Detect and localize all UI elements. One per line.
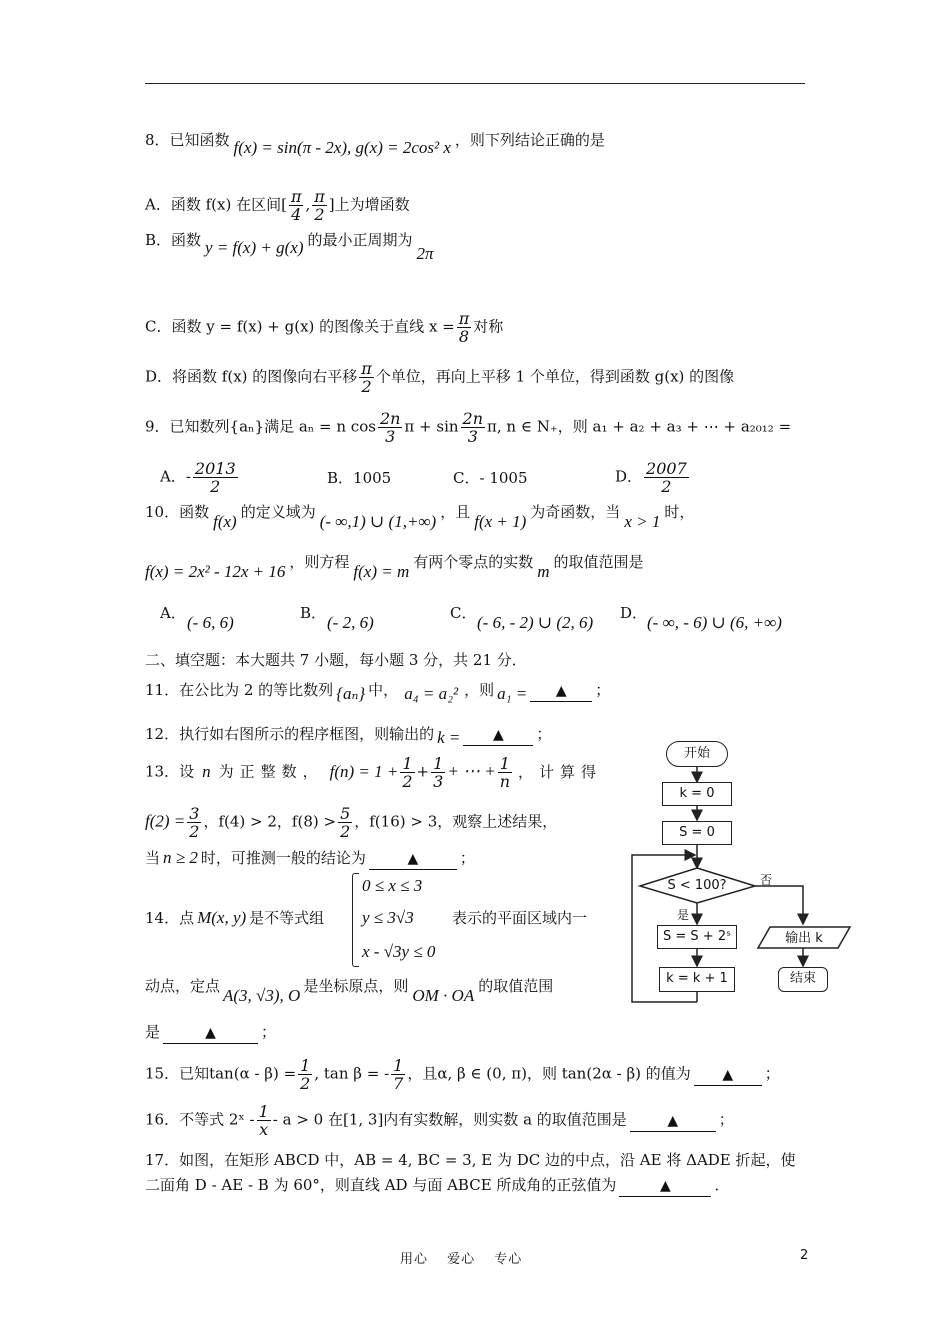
q16: 16．不等式 2ˣ - $\frac{1}{x}$ - a > 0 在[1, 3]内有实数解，则实数 a 的取值范围是 ▲ ； [145, 1102, 734, 1139]
q8-option-a: A．函数 f(x) 在区间[ $\frac{\pi}{4}$ , $\frac{\pi}{2}$ ]上为增函数 [145, 187, 410, 224]
q15: 15．已知tan(α - β) = $\frac{1}{2}$ , tan β = - $\frac{1}{7}$ ，且α, β ∈ (0, π)，则 tan(2α - β) 的值为 ▲ ； [145, 1056, 780, 1093]
q16-answer-blank[interactable]: ▲ [630, 1110, 716, 1132]
q14-line2: 动点，定点 A(3, √3), O 是坐标原点，则 OM · OA 的取值范围 [145, 977, 554, 1005]
q8-option-d: D．将函数 f(x) 的图像向右平移 $\frac{\pi}{2}$ 个单位，再向上平移 1 个单位，得到函数 g(x) 的图像 [145, 359, 735, 396]
q14-answer-blank[interactable]: ▲ [163, 1022, 258, 1044]
footer-motto: 用心 爱心 专心 [400, 1252, 523, 1267]
q11-answer-blank[interactable]: ▲ [530, 680, 592, 702]
q13-line1: 13．设 n 为正整数， f(n) = 1 + $\frac{1}{2}$ + $\frac{1}{3}$ + ⋯ + $\frac{1}{n}$ ，计算得 [145, 754, 602, 791]
q14-line1: 14．点 M(x, y) 是不等式组 [145, 908, 325, 927]
flowchart-init-k: k = 0 [662, 782, 732, 806]
q17-answer-blank[interactable]: ▲ [619, 1175, 711, 1197]
q10-options: A． (- 6, 6) B． (- 2, 6) C． (- 6, - 2) ∪ (2, 6) D． (- ∞, - 6) ∪ (6, +∞) [160, 604, 782, 632]
q13-line3: 当 n ≥ 2 时，可推测一般的结论为 ▲ ； [145, 848, 475, 870]
q12-answer-blank[interactable]: ▲ [463, 724, 533, 746]
q10-line1: 10．函数 f(x) 的定义域为 (- ∞,1) ∪ (1,+∞) ，且 f(x + 1) 为奇函数，当 x > 1 时， [145, 503, 695, 531]
q9-stem: 9．已知数列{aₙ}满足 aₙ = n cos $\frac{2n}{3}$ π + sin $\frac{2n}{3}$ π, n ∈ N₊，则 a₁ + a₂ + a₃ + ⋯ + a₂₀₁₂ = [145, 409, 792, 446]
q8-option-b: B．函数 y = f(x) + g(x) 的最小正周期为2π [145, 231, 434, 263]
q8-option-c: C．函数 y = f(x) + g(x) 的图像关于直线 x = $\frac{\pi}{8}$ 对称 [145, 309, 504, 346]
q12: 12．执行如右图所示的程序框图，则输出的 k = ▲ ； [145, 725, 552, 747]
section-2-heading: 二、填空题：本大题共 7 小题，每小题 3 分，共 21 分． [145, 651, 527, 669]
q14-line1-end: 表示的平面区域内一 [452, 909, 588, 927]
page-number: 2 [800, 1248, 809, 1263]
flowchart-init-s: S = 0 [662, 821, 732, 845]
flowchart-end: 结束 [778, 967, 828, 992]
q14-line3: 是 ▲ ； [145, 1022, 276, 1044]
q17-line2: 二面角 D - AE - B 为 60°，则直线 AD 与面 ABCE 所成角的正弦值为 ▲ ． [145, 1175, 729, 1197]
q13-line2: f(2) = $\frac{3}{2}$ ，f(4) > 2，f(8) > $\frac{5}{2}$ ，f(16) > 3，观察上述结果， [145, 804, 558, 841]
q10-line2: f(x) = 2x² - 12x + 16 ，则方程 f(x) = m 有两个零点的实数 m 的取值范围是 [145, 553, 644, 581]
flowchart-no-label: 否 [760, 873, 773, 887]
flowchart-update-s: S = S + 2ˢ [657, 925, 737, 949]
q8-stem: 8．已知函数 f(x) = sin(π - 2x), g(x) = 2cos² x ，则下列结论正确的是 [145, 131, 605, 157]
q13-answer-blank[interactable]: ▲ [369, 848, 457, 870]
flowchart-update-k: k = k + 1 [659, 967, 735, 992]
q17-line1: 17．如图，在矩形 ABCD 中，AB = 4, BC = 3, E 为 DC 边的中点，沿 AE 将 ΔADE 折起，使 [145, 1151, 796, 1169]
q15-answer-blank[interactable]: ▲ [694, 1064, 762, 1086]
flowchart-condition: S < 100? [667, 878, 727, 893]
q14-ineq-2: y ≤ 3√3 [362, 908, 414, 927]
flowchart-output: 输出 k [785, 931, 823, 946]
q14-ineq-1: 0 ≤ x ≤ 3 [362, 876, 423, 895]
flowchart-yes-label: 是 [677, 908, 690, 922]
flowchart-start: 开始 [666, 741, 728, 767]
q11: 11．在公比为 2 的等比数列 {aₙ} 中， a₄ = a₂² ，则 a₁ = ▲ ； [145, 681, 611, 703]
q14-ineq-3: x - √3y ≤ 0 [362, 942, 436, 961]
